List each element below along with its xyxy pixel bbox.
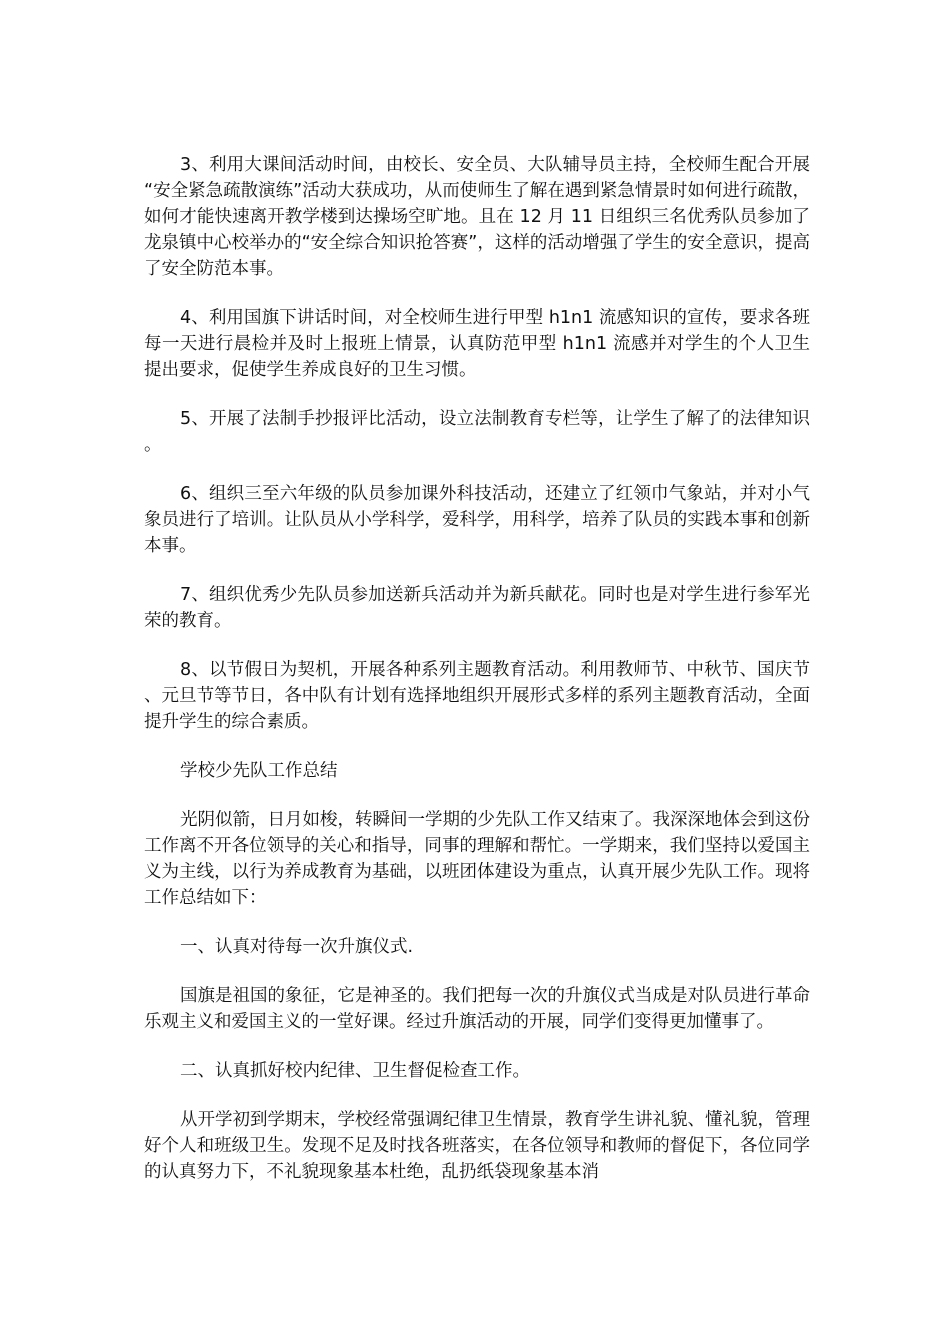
- document-page: [144, 152, 810, 1208]
- paragraph-item-6: 6、组织三至六年级的队员参加课外科技活动，还建立了红领巾气象站，并对小气象员进行了培训。让队员从小学科学，爱科学，用科学，培养了队员的实践本事和创新本事。: [144, 484, 810, 556]
- intro-paragraph: 光阴似箭，日月如梭，转瞬间一学期的少先队工作又结束了。我深深地体会到这份工作离不开各位领导的关心和指导，同事的理解和帮忙。一学期来，我们坚持以爱国主义为主线，以行为养成教育为基础，以班团体建设为重点，认真开展少先队工作。现将工作总结如下：: [144, 810, 810, 908]
- section-title: 学校少先队工作总结: [180, 761, 338, 781]
- paragraph-item-7: 7、组织优秀少先队员参加送新兵活动并为新兵献花。同时也是对学生进行参军光荣的教育。: [144, 585, 810, 631]
- discipline-hygiene-paragraph: 从开学初到学期末，学校经常强调纪律卫生情景，教育学生讲礼貌、懂礼貌，管理好个人和班级卫生。发现不足及时找各班落实，在各位领导和教师的督促下，各位同学的认真努力下，不礼貌现象基本杜绝，乱扔纸袋现象基本消: [144, 1110, 810, 1182]
- heading-discipline-hygiene: 二、认真抓好校内纪律、卫生督促检查工作。: [180, 1061, 530, 1081]
- paragraph-item-5: 5、开展了法制手抄报评比活动，设立法制教育专栏等，让学生了解了的法律知识。: [144, 409, 810, 455]
- flag-ceremony-paragraph: 国旗是祖国的象征，它是神圣的。我们把每一次的升旗仪式当成是对队员进行革命乐观主义和爱国主义的一堂好课。经过升旗活动的开展，同学们变得更加懂事了。: [144, 986, 810, 1032]
- paragraph-item-3: 3、利用大课间活动时间，由校长、安全员、大队辅导员主持，全校师生配合开展“安全紧急疏散演练”活动大获成功，从而使师生了解在遇到紧急情景时如何进行疏散，如何才能快速离开教学楼到达操场空旷地。且在 12 月 11 日组织三名优秀队员参加了龙泉镇中心校举办的“安全综合知识抢答赛”，这样的活动增强了学生的安全意识，提高了安全防范本事。: [144, 155, 810, 279]
- heading-flag-ceremony: 一、认真对待每一次升旗仪式.: [180, 937, 414, 957]
- paragraph-item-8: 8、以节假日为契机，开展各种系列主题教育活动。利用教师节、中秋节、国庆节、元旦节等节日，各中队有计划有选择地组织开展形式多样的系列主题教育活动，全面提升学生的综合素质。: [144, 660, 810, 732]
- paragraph-item-4: 4、利用国旗下讲话时间，对全校师生进行甲型 h1n1 流感知识的宣传，要求各班每一天进行晨检并及时上报班上情景，认真防范甲型 h1n1 流感并对学生的个人卫生提出要求，促使学生养成良好的卫生习惯。: [144, 308, 810, 380]
